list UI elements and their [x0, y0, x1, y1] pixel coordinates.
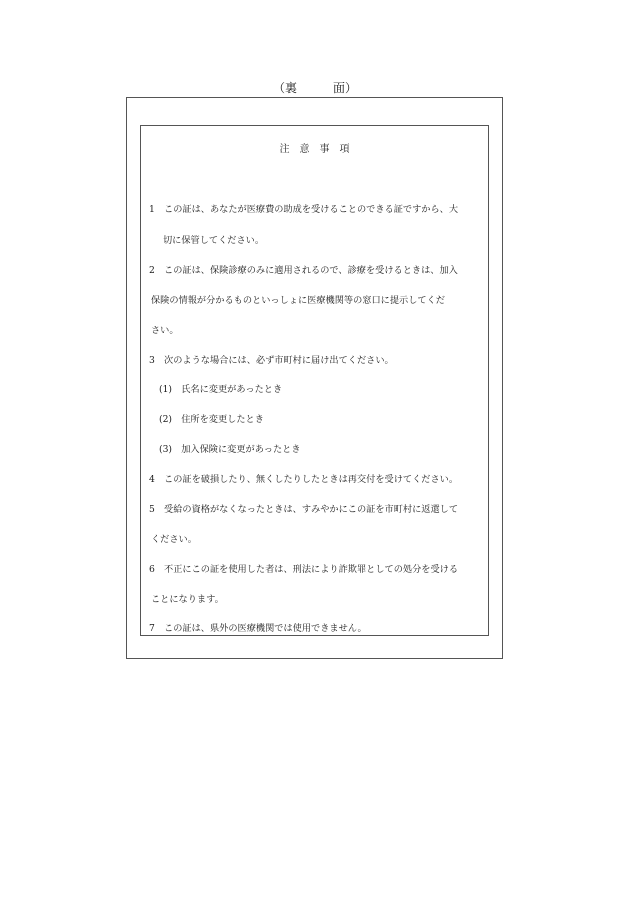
notice-item-1-line-2: 切に保管してください。 — [163, 235, 265, 246]
notice-item-5-line-1: 5 受給の資格がなくなったときは、すみやかにこの証を市町村に返還して — [149, 504, 459, 515]
notice-subitem-2: (2) 住所を変更したとき — [159, 414, 264, 425]
notice-item-2-line-2: 保険の情報が分かるものといっしょに医療機関等の窓口に提示してくだ — [151, 295, 445, 306]
notice-item-2-line-3: さい。 — [151, 325, 179, 336]
notice-item-5-line-2: ください。 — [151, 534, 197, 545]
notice-subitem-1: (1) 氏名に変更があったとき — [159, 384, 283, 395]
notice-title: 注 意 事 項 — [279, 144, 350, 155]
notice-item-2-line-1: 2 この証は、保険診療のみに適用されるので、診療を受けるときは、加入 — [149, 265, 458, 276]
notice-box — [140, 125, 489, 636]
notice-item-4: 4 この証を破損したり、無くしたりしたときは再交付を受けてください。 — [149, 474, 459, 485]
notice-item-7: 7 この証は、県外の医療機関では使用できません。 — [149, 623, 367, 634]
notice-item-1-line-1: 1 この証は、あなたが医療費の助成を受けることのできる証ですから、大 — [149, 204, 459, 215]
notice-item-6-line-2: ことになります。 — [151, 594, 224, 605]
notice-item-6-line-1: 6 不正にこの証を使用した者は、刑法により詐欺罪としての処分を受ける — [149, 564, 459, 575]
notice-item-3-line-1: 3 次のような場合には、必ず市町村に届け出てください。 — [149, 355, 394, 366]
page-side-label: （裏 面） — [272, 81, 357, 95]
notice-subitem-3: (3) 加入保険に変更があったとき — [159, 444, 301, 455]
